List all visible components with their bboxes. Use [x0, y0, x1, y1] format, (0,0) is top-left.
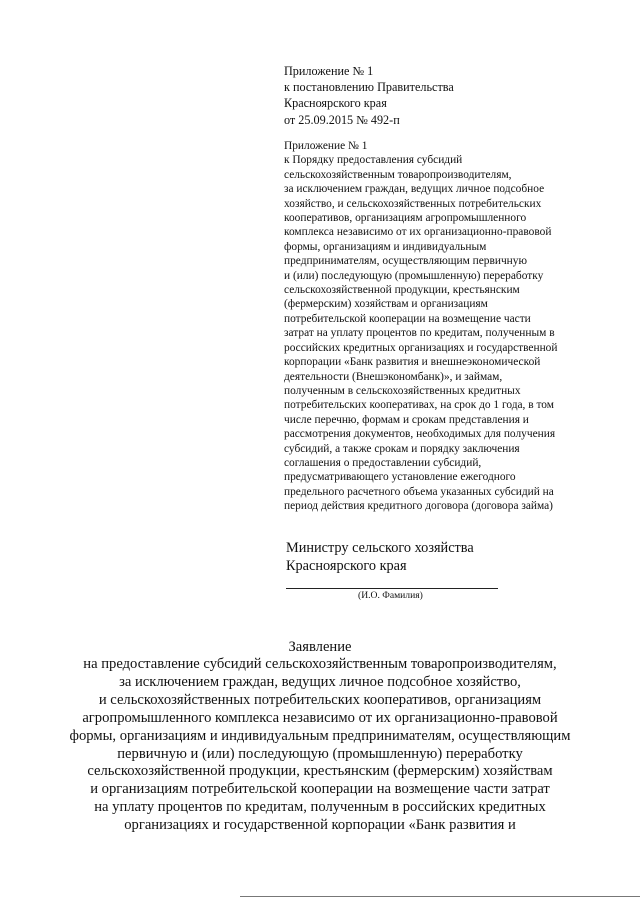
procedure-line: субсидий, а также срокам и порядку заключения [284, 442, 520, 455]
procedure-line: и (или) последующую (промышленную) переработку [284, 269, 544, 282]
procedure-line: формы, организациям и индивидуальным [284, 240, 487, 253]
procedure-line: деятельности (Внешэкономбанк)», и займам, [284, 370, 503, 383]
statement-line: первичную и (или) последующую (промышленную) переработку [117, 745, 523, 762]
statement-line: и сельскохозяйственных потребительских кооперативов, организациям [98, 691, 542, 708]
statement-title: Заявление [288, 639, 352, 655]
attachment-line: от 25.09.2015 № 492-п [284, 112, 400, 127]
procedure-line: кооперативов, организациям агропромышленного [284, 212, 527, 225]
procedure-line: российских кредитных организациях и государственной [284, 341, 558, 354]
addressee-line: Министру сельского хозяйства [286, 540, 474, 556]
statement-line: формы, организациям и индивидуальным предпринимателям, осуществляющим [69, 727, 571, 744]
procedure-line: рассмотрения документов, необходимых для получения [284, 428, 556, 441]
addressee-block [286, 540, 474, 576]
statement-body [0, 656, 640, 835]
procedure-line: предусматривающего установление ежегодного [284, 471, 516, 484]
procedure-line: предпринимателям, осуществляющим первичную [284, 255, 527, 268]
procedure-line: затрат на уплату процентов по кредитам, полученным в [284, 327, 555, 340]
procedure-line: соглашения о предоставлении субсидий, [284, 456, 482, 469]
procedure-line: к Порядку предоставления субсидий [284, 154, 463, 167]
attachment-line: Приложение № 1 [284, 64, 374, 78]
statement-line: на уплату процентов по кредитам, полученным в российских кредитных [94, 799, 546, 816]
procedure-line: предельного расчетного объема указанных субсидий на [284, 485, 554, 498]
procedure-line: за исключением граждан, ведущих личное подсобное [284, 183, 545, 196]
procedure-line: хозяйство, и сельскохозяйственных потребительских [284, 197, 542, 210]
signature-name-line [286, 588, 498, 589]
procedure-line: период действия кредитного договора (договора займа) [284, 500, 553, 513]
statement-line: агропромышленного комплекса независимо от их организационно-правовой [82, 709, 558, 726]
procedure-line: Приложение № 1 [284, 140, 368, 152]
procedure-line: корпорации «Банк развития и внешнеэкономической [284, 356, 541, 369]
procedure-attachment-note [284, 139, 557, 514]
header-attachment-note [284, 63, 454, 128]
procedure-line: числе перечню, формам и срокам представления и [284, 413, 529, 426]
statement-line: и организациям потребительской кооперации на возмещение части затрат [90, 781, 550, 798]
attachment-line: Красноярского края [284, 96, 387, 111]
statement-line: на предоставление субсидий сельскохозяйственным товаропроизводителям, [83, 656, 557, 672]
attachment-line: к постановлению Правительства [284, 80, 454, 95]
statement-line: сельскохозяйственной продукции, крестьянским (фермерским) хозяйствам [87, 763, 553, 780]
procedure-line: потребительской кооперации на возмещение части [284, 312, 531, 325]
procedure-line: комплекса независимо от их организационно-правовой [284, 226, 552, 239]
procedure-line: сельскохозяйственной продукции, крестьянским [284, 284, 520, 297]
page-bottom-rule [240, 896, 640, 897]
procedure-line: полученным в сельскохозяйственных кредитных [284, 384, 521, 397]
procedure-line: (фермерским) хозяйствам и организациям [284, 298, 488, 311]
signature-caption: (И.О. Фамилия) [358, 590, 423, 601]
procedure-line: сельскохозяйственным товаропроизводителям, [284, 168, 512, 181]
statement-line: организациях и государственной корпорации «Банк развития и [124, 817, 516, 834]
addressee-line: Красноярского края [286, 557, 407, 574]
procedure-line: потребительских кооперативах, на срок до 1 года, в том [284, 399, 554, 412]
statement-line: за исключением граждан, ведущих личное подсобное хозяйство, [119, 673, 521, 690]
